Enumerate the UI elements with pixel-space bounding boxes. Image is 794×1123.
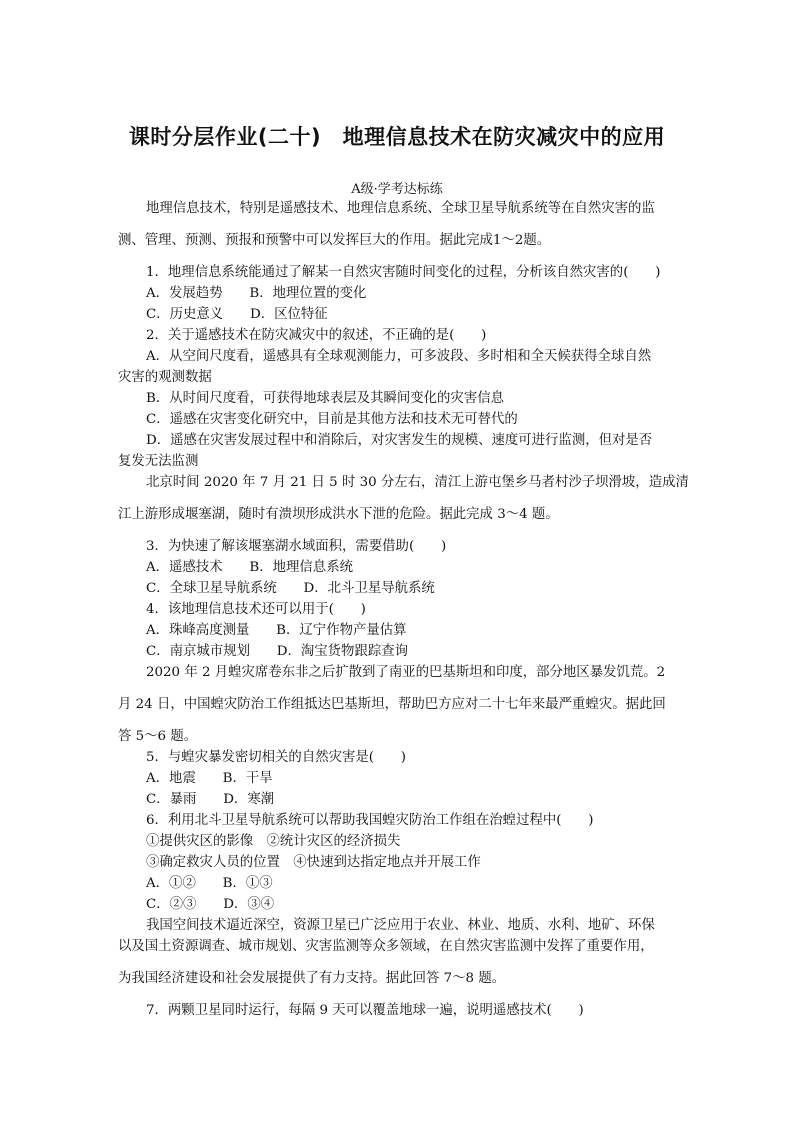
answer-options: C．全球卫星导航系统 D．北斗卫星导航系统 [146, 581, 435, 596]
passage-line: 答 5～6 题。 [118, 729, 198, 744]
answer-option: A．从空间尺度看，遥感具有全球观测能力，可多波段、多时相和全天候获得全球自然 [146, 349, 652, 364]
passage-line: 为我国经济建设和社会发展提供了有力支持。据此回答 7～8 题。 [118, 971, 506, 986]
answer-options: C．历史意义 D．区位特征 [146, 307, 328, 322]
question-stem: 5．与蝗灾暴发密切相关的自然灾害是( ) [146, 750, 406, 765]
passage-line: 江上游形成堰塞湖，随时有溃坝形成洪水下泄的危险。据此完成 3～4 题。 [118, 507, 559, 522]
section-heading: A级·学考达标练 [351, 182, 443, 197]
passage-line: 地理信息技术，特别是遥感技术、地理信息系统、全球卫星导航系统等在自然灾害的监 [146, 201, 655, 216]
answer-options: C．南京城市规划 D．淘宝货物跟踪查询 [146, 644, 409, 659]
page-title: 课时分层作业(二十) 地理信息技术在防灾减灾中的应用 [128, 125, 666, 149]
question-stem: 7．两颗卫星同时运行，每隔 9 天可以覆盖地球一遍，说明遥感技术( ) [146, 1003, 584, 1018]
passage-line: 2020 年 2 月蝗灾席卷东非之后扩散到了南亚的巴基斯坦和印度，部分地区暴发饥荒。2 [146, 665, 666, 680]
answer-options: A．珠峰高度测量 B．辽宁作物产量估算 [146, 623, 407, 638]
answer-option-continued: 灾害的观测数据 [118, 370, 212, 385]
passage-line: 测、管理、预测、预报和预警中可以发挥巨大的作用。据此完成1～2题。 [118, 233, 551, 248]
question-stem: 4．该地理信息技术还可以用于( ) [146, 602, 366, 617]
answer-options: C．暴雨 D．寒潮 [146, 792, 275, 807]
answer-option: D．遥感在灾害发展过程中和消除后，对灾害发生的规模、速度可进行监测，但对是否 [146, 433, 653, 448]
passage-line: 北京时间 2020 年 7 月 21 日 5 时 30 分左右，清江上游屯堡乡马者村沙子坝滑坡，造成清 [146, 475, 689, 490]
answer-option: C．遥感在灾害变化研究中，目前是其他方法和技术无可替代的 [146, 412, 518, 427]
answer-options: A．①② B．①③ [146, 876, 273, 891]
passage-line: 月 24 日，中国蝗灾防治工作组抵达巴基斯坦，帮助巴方应对二十七年来最严重蝗灾。据此回 [118, 697, 666, 712]
passage-line: 以及国土资源调查、城市规划、灾害监测等众多领域，在自然灾害监测中发挥了重要作用， [118, 939, 654, 954]
answer-options: A．地震 B．干旱 [146, 771, 273, 786]
answer-options: C．②③ D．③④ [146, 897, 275, 912]
answer-option: B．从时间尺度看，可获得地球表层及其瞬间变化的灾害信息 [146, 391, 504, 406]
statement-list: ③确定救灾人员的位置 ④快速到达指定地点并开展工作 [146, 855, 481, 870]
question-stem: 1．地理信息系统能通过了解某一自然灾害随时间变化的过程，分析该自然灾害的( ) [146, 265, 661, 280]
answer-options: A．遥感技术 B．地理信息系统 [146, 560, 353, 575]
passage-line: 我国空间技术逼近深空，资源卫星已广泛应用于农业、林业、地质、水利、地矿、环保 [146, 918, 655, 933]
answer-options: A．发展趋势 B．地理位置的变化 [146, 286, 367, 301]
question-stem: 6．利用北斗卫星导航系统可以帮助我国蝗灾防治工作组在治蝗过程中( ) [146, 813, 594, 828]
answer-option-continued: 复发无法监测 [118, 454, 199, 469]
question-stem: 3．为快速了解该堰塞湖水域面积，需要借助( ) [146, 539, 447, 554]
question-stem: 2．关于遥感技术在防灾减灾中的叙述，不正确的是( ) [146, 328, 487, 343]
statement-list: ①提供灾区的影像 ②统计灾区的经济损失 [146, 834, 401, 849]
